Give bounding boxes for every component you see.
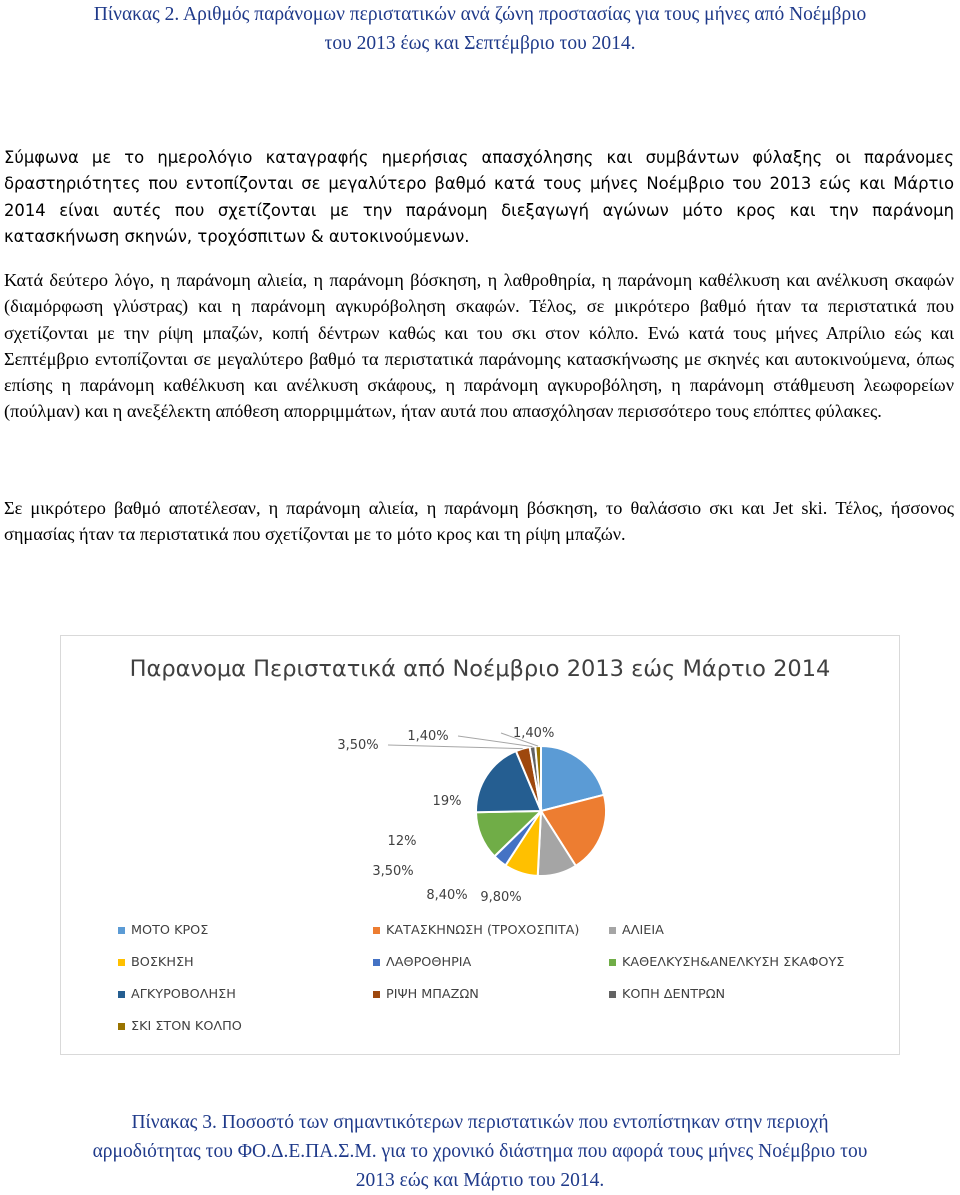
legend-item	[118, 953, 194, 971]
leader-line	[388, 745, 523, 749]
legend-swatch	[118, 991, 125, 998]
paragraph-1: Σύμφωνα με το ημερολόγιο καταγραφής ημερήσιας απασχόλησης και συμβάντων φύλαξης οι παράνομες δραστηριότητες που εντοπίζονται σε μεγαλύτερο βαθμό κατά τους μήνες Νοέμβριο του 2013 εώς και Μάρτιο 2014 είναι αυτές που σχετίζονται με την παράνομη διεξαγωγή αγώνων μότο κρος και την παράνομη κατασκήνωση σκηνών, τροχόσπιτων & αυτοκινούμενων.	[4, 148, 954, 247]
paragraph-3: Σε μικρότερο βαθμό αποτέλεσαν, η παράνομη αλιεία, η παράνομη βόσκηση, το θαλάσσιο σκι και Jet ski. Τέλος, ήσσονος σημασίας ήταν τα περιστατικά που σχετίζονται με το μότο κρος και τη ρίψη μπαζών.	[4, 498, 954, 545]
legend-label: ΣΚΙ ΣΤΟΝ ΚΟΛΠΟ	[131, 1018, 242, 1034]
table3-caption-line2: αρμοδιότητας του ΦΟ.Δ.Ε.ΠΑ.Σ.Μ. για το χρονικό διάστημα που αφορά τους μήνες Νοέμβριο του	[92, 1141, 868, 1162]
legend-label: ΚΟΠΗ ΔΕΝΤΡΩΝ	[622, 986, 726, 1002]
legend-item	[609, 953, 844, 971]
table3-caption-line1: Πίνακας 3. Ποσοστό των σημαντικότερων περιστατικών που εντοπίστηκαν στην περιοχή	[131, 1112, 829, 1133]
legend-label: ΡΙΨΗ ΜΠΑΖΩΝ	[386, 986, 479, 1002]
legend-label: ΚΑΘΕΛΚΥΣΗ&ΑΝΕΛΚΥΣΗ ΣΚΑΦΟΥΣ	[622, 954, 845, 970]
table3-caption-line3: 2013 εώς και Μάρτιο του 2014.	[355, 1170, 605, 1191]
paragraph-2: Κατά δεύτερο λόγο, η παράνομη αλιεία, η παράνομη βόσκηση, η λαθροθηρία, η παράνομη καθέλκυση και ανέλκυση σκαφών (διαμόρφωση γλύστρας) και η παράνομη αγκυρόβοληση σκαφών. Τέλος, σε μικρότερο βαθμό ήταν τα περιστατικά που σχετίζονται με την ρίψη μπαζών, κοπή δέντρων καθώς και του σκι στον κόλπο. Ενώ κατά τους μήνες Απρίλιο εώς και Σεπτέμβριο εντοπίζονται σε μεγαλύτερο βαθμό τα περιστατικά παράνομης κατασκήνωσης με σκηνές και αυτοκινούμενα, όπως επίσης η παράνομη καθέλκυση και ανέλκυση σκάφους, η παράνομη αγκυροβόληση, η παράνομη στάθμευση λεωφορείων (πούλμαν) και η ανεξέλεκτη απόθεση απορριμμάτων, ήταν αυτά που απασχόλησαν περισσότερο τους επόπτες φύλακες.	[4, 270, 954, 422]
slice-data-label: 1,40%	[407, 729, 449, 744]
legend-label: ΒΟΣΚΗΣΗ	[131, 954, 194, 970]
legend-swatch	[373, 959, 380, 966]
legend-item	[118, 921, 208, 939]
slice-data-label: 12%	[387, 834, 417, 849]
chart-title: Παρανομα Περιστατικά από Νοέμβριο 2013 εώς Μάρτιο 2014	[129, 656, 831, 682]
legend-item	[609, 985, 725, 1003]
legend-swatch	[373, 991, 380, 998]
legend-swatch	[609, 959, 616, 966]
legend-label: ΚΑΤΑΣΚΗΝΩΣΗ (ΤΡΟΧΟΣΠΙΤΑ)	[386, 922, 580, 938]
legend-item	[609, 921, 664, 939]
slice-data-label: 9,80%	[480, 890, 522, 905]
table2-caption-line1: Πίνακας 2. Αριθμός παράνομων περιστατικών ανά ζώνη προστασίας για τους μήνες από Νοέμβριο	[93, 4, 867, 25]
legend-swatch	[118, 959, 125, 966]
legend-swatch	[118, 1023, 125, 1030]
table2-caption-line2: του 2013 έως και Σεπτέμβριο του 2014.	[324, 33, 636, 54]
slice-data-label: 3,50%	[372, 864, 414, 879]
legend-item	[118, 1017, 242, 1035]
pie-chart	[60, 635, 900, 1055]
legend-swatch	[609, 991, 616, 998]
legend-item	[373, 985, 479, 1003]
legend-item	[373, 921, 579, 939]
table3-caption	[0, 1108, 960, 1195]
slice-data-label: 19%	[432, 794, 462, 809]
table2-caption	[0, 0, 960, 58]
slice-data-label: 8,40%	[426, 888, 468, 903]
legend-item	[118, 985, 236, 1003]
legend-label: ΛΑΘΡΟΘΗΡΙΑ	[386, 954, 472, 970]
legend-swatch	[118, 927, 125, 934]
legend-label: ΑΓΚΥΡΟΒΟΛΗΣΗ	[131, 986, 236, 1002]
legend-item	[373, 953, 471, 971]
slice-data-label: 1,40%	[513, 726, 555, 741]
legend-label: ΜΟΤΟ ΚΡΟΣ	[131, 922, 209, 938]
slice-data-label: 3,50%	[337, 738, 379, 753]
legend-label: ΑΛΙΕΙΑ	[622, 922, 664, 938]
legend-swatch	[373, 927, 380, 934]
legend-swatch	[609, 927, 616, 934]
